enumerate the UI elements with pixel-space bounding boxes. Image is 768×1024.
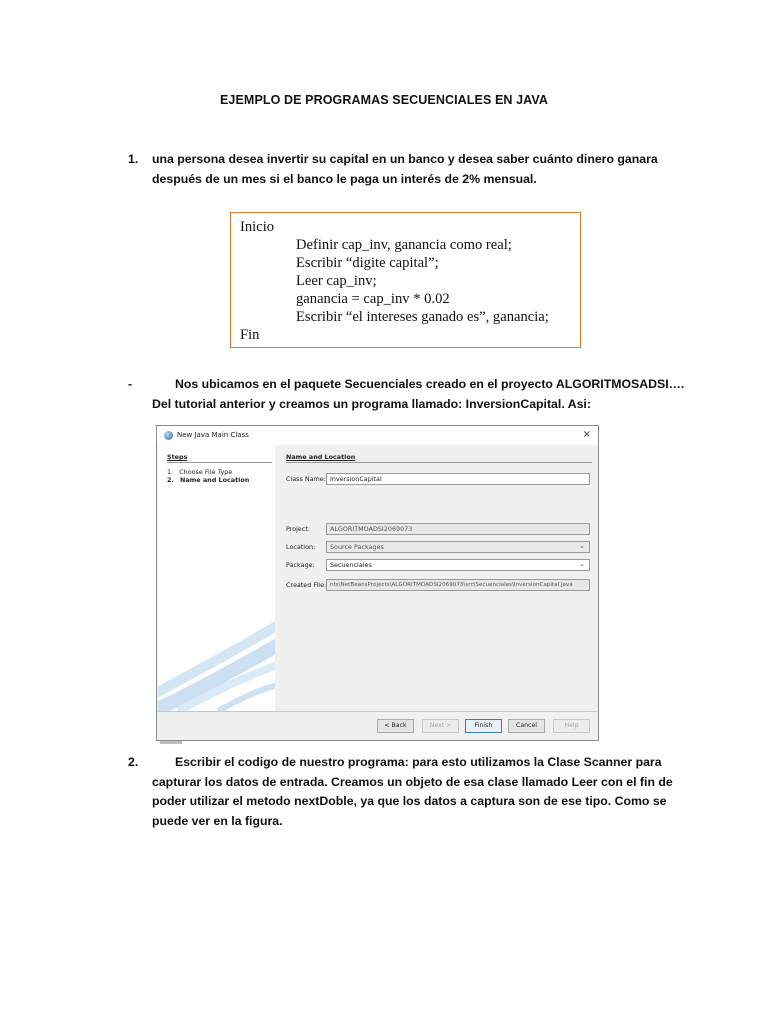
chevron-down-icon: ⌄ bbox=[579, 542, 585, 550]
steps-divider bbox=[167, 462, 272, 463]
netbeans-icon bbox=[164, 431, 173, 440]
class-name-label: Class Name: bbox=[286, 475, 326, 483]
steps-heading: Steps bbox=[167, 453, 188, 461]
location-value: Source Packages bbox=[330, 543, 384, 551]
bullet-paragraph bbox=[128, 375, 698, 415]
project-field bbox=[326, 523, 590, 535]
algorithm-line-define: Definir cap_inv, ganancia como real; bbox=[296, 237, 512, 253]
package-value: Secuenciales bbox=[330, 561, 372, 569]
dialog-title: New Java Main Class bbox=[177, 431, 249, 439]
algorithm-start: Inicio bbox=[240, 219, 275, 235]
item-1-line-1: una persona desea invertir su capital en un banco y desea saber cuánto dinero ganara bbox=[152, 152, 658, 166]
step-label: Name and Location bbox=[179, 476, 250, 484]
close-icon[interactable]: × bbox=[582, 429, 591, 440]
class-name-value: InversionCapital bbox=[330, 475, 382, 483]
section-heading: Name and Location bbox=[286, 453, 356, 461]
class-name-input[interactable] bbox=[326, 473, 590, 485]
bullet-marker: - bbox=[128, 377, 133, 391]
item-2-line-2: capturar los datos de entrada. Creamos un objeto de esa clase llamado Leer con el fin de bbox=[152, 774, 673, 789]
finish-button[interactable]: Finish bbox=[465, 719, 502, 733]
cancel-button[interactable]: Cancel bbox=[508, 719, 545, 733]
new-java-main-class-dialog bbox=[156, 425, 599, 741]
algorithm-box bbox=[230, 212, 581, 348]
location-label: Location: bbox=[286, 543, 316, 551]
dialog-titlebar bbox=[157, 426, 598, 445]
bullet-line-1: Nos ubicamos en el paquete Secuenciales creado en el proyecto ALGORITMOSADSI…. bbox=[175, 377, 685, 391]
step-name-and-location bbox=[167, 476, 249, 484]
chevron-down-icon: ⌄ bbox=[579, 560, 585, 568]
package-select[interactable] bbox=[326, 559, 590, 571]
location-select[interactable] bbox=[326, 541, 590, 553]
steps-pane bbox=[158, 445, 275, 711]
item-2 bbox=[128, 753, 728, 833]
project-value: ALGORITMOADSI2069073 bbox=[330, 525, 413, 533]
dialog-button-bar bbox=[158, 711, 597, 741]
created-file-label: Created File: bbox=[286, 581, 327, 589]
section-divider bbox=[286, 462, 592, 463]
algorithm-end: Fin bbox=[240, 327, 260, 343]
item-2-line-3: poder utilizar el metodo nextDoble, ya que los datos a captura son de ese tipo. Como se bbox=[152, 794, 667, 808]
package-label: Package: bbox=[286, 561, 315, 569]
screenshot-edge bbox=[160, 741, 182, 744]
step-number: 1. bbox=[167, 468, 174, 476]
algorithm-line-write-prompt: Escribir “digite capital”; bbox=[296, 255, 439, 271]
item-2-line-4: puede ver en la figura. bbox=[152, 813, 283, 828]
bullet-line-2: Del tutorial anterior y creamos un programa llamado: InversionCapital. Asi: bbox=[152, 396, 591, 411]
created-file-field bbox=[326, 579, 590, 591]
netbeans-swoosh-graphic bbox=[158, 615, 275, 711]
step-label: Choose File Type bbox=[179, 468, 233, 476]
help-button[interactable]: Help bbox=[553, 719, 590, 733]
algorithm-line-read: Leer cap_inv; bbox=[296, 273, 377, 289]
item-2-line-1: Escribir el codigo de nuestro programa: para esto utilizamos la Clase Scanner para bbox=[175, 755, 662, 769]
step-choose-file-type bbox=[167, 468, 232, 476]
document-title: EJEMPLO DE PROGRAMAS SECUENCIALES EN JAVA bbox=[220, 93, 548, 107]
project-label: Project: bbox=[286, 525, 311, 533]
next-button[interactable]: Next > bbox=[422, 719, 459, 733]
name-location-pane bbox=[284, 445, 596, 711]
algorithm-line-write-result: Escribir “el intereses ganado es”, ganancia; bbox=[296, 309, 549, 325]
algorithm-line-compute: ganancia = cap_inv * 0.02 bbox=[296, 291, 450, 307]
item-1 bbox=[128, 150, 658, 190]
item-1-number: 1. bbox=[128, 152, 139, 166]
back-button[interactable]: < Back bbox=[377, 719, 414, 733]
item-1-line-2: después de un mes si el banco le paga un interés de 2% mensual. bbox=[152, 171, 537, 186]
step-number: 2. bbox=[167, 476, 174, 484]
created-file-value: nts\NetBeansProjects\ALGORITMOADSI2069073\src\Secuenciales\InversionCapital.java bbox=[330, 582, 573, 588]
item-2-number: 2. bbox=[128, 755, 139, 769]
